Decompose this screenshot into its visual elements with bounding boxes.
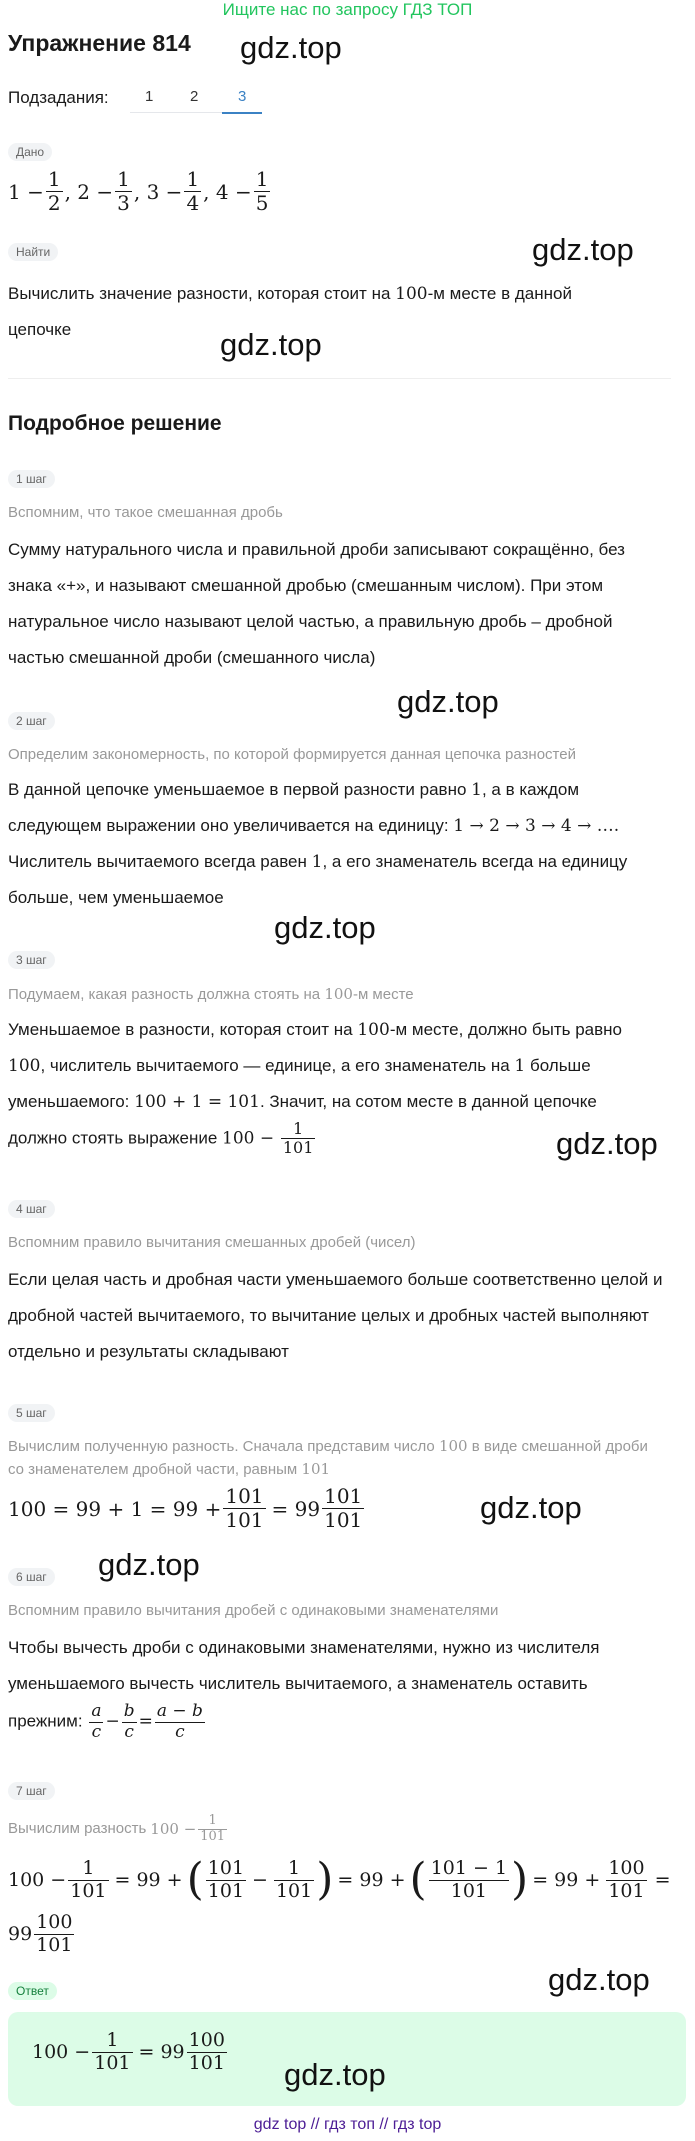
watermark: gdz.top xyxy=(240,30,342,65)
divider xyxy=(8,378,671,379)
watermark: gdz.top xyxy=(480,1490,582,1525)
fraction: $\frac{a - b}{c}$ xyxy=(156,1701,203,1742)
subtasks-label: Подзадания: xyxy=(8,88,109,107)
fraction: $\frac{1}{3}$ xyxy=(117,167,130,215)
step-1-text: Сумму натурального числа и правильной дроби записывают сокращённо, без знака «+», и называют смешанной дробью (смешанным числом). При этом натуральное число называют целой частью, а правильную дробь – дробной частью смешанной дроби (смешанного числа) xyxy=(8,540,625,667)
page-title: Упражнение 814 xyxy=(8,30,191,56)
step-3-badge: 3 шаг xyxy=(8,951,55,969)
given-expression: 1 − $\frac{1}{2}$ , 2 − $\frac{1}{3}$ , 3 − $\frac{1}{4}$ , 4 − $\frac{1}{5}$ xyxy=(8,167,269,215)
top-note: Ищите нас по запросу ГДЗ ТОП xyxy=(222,0,473,19)
fraction: $\frac{1}{101}$ xyxy=(200,1813,226,1844)
tab-2[interactable]: 2 xyxy=(190,88,199,105)
fraction: $\frac{1}{101}$ xyxy=(282,1119,314,1158)
step-4-text: Если целая часть и дробная части уменьшаемого больше соответственно целой и дробной частей вычитаемого, то вычитание целых и дробных частей выполняют отдельно и результаты складывают xyxy=(8,1270,663,1361)
fraction: $\frac{1}{5}$ xyxy=(255,167,269,215)
footer-links[interactable]: gdz top // гдз топ // гдз top xyxy=(253,2116,442,2133)
step-6-badge: 6 шаг xyxy=(8,1568,55,1586)
fraction: $\frac{100}{101}$ xyxy=(36,1911,73,1956)
fraction: $\frac{1}{4}$ xyxy=(186,167,200,215)
step-5-badge: 5 шаг xyxy=(8,1404,55,1422)
fraction: $\frac{100}{101}$ xyxy=(188,2029,225,2074)
step-6-text: Чтобы вычесть дроби с одинаковыми знаменателями, нужно из числителя уменьшаемого вычесть числитель вычитаемого, а знаменатель оставить прежним: $\frac{a}{c}$ − $\frac{b}{c}$ = $\frac{a - b}{c}$ xyxy=(8,1638,600,1742)
fraction: $\frac{101 - 1}{101}$ xyxy=(430,1857,508,1902)
watermark: gdz.top xyxy=(274,910,376,945)
solution-title: Подробное решение xyxy=(8,412,222,435)
answer-badge: Ответ xyxy=(8,1982,57,2000)
active-tab-indicator xyxy=(222,112,262,114)
find-badge: Найти xyxy=(8,243,58,261)
step-1-badge: 1 шаг xyxy=(8,470,55,488)
step-2-badge: 2 шаг xyxy=(8,712,55,730)
given-badge: Дано xyxy=(8,143,52,161)
step-7-badge: 7 шаг xyxy=(8,1782,55,1800)
step-5-equation: 100 = 99 + 1 = 99 + $\frac{101}{101}$ = 99 $\frac{101}{101}$ xyxy=(8,1484,363,1532)
step-3-text: Уменьшаемое в разности, которая стоит на 100-м месте, должно быть равно 100, числитель вычитаемого — единице, а его знаменатель на 1 больше уменьшаемого: 100 + 1 = 101. Значит, на сотом месте в данной цепочке должно стоять выражение 100 − $\frac{1}{101}$ xyxy=(8,1020,622,1158)
fraction: $\frac{1}{101}$ xyxy=(70,1857,107,1902)
step-2-text: В данной цепочке уменьшаемое в первой разности равно 1, а в каждом следующем выражении оно увеличивается на единицу: 1 → 2 → 3 → 4 → …. Числитель вычитаемого всегда равен 1, а его знаменатель всегда на единицу больше, чем уменьшаемое xyxy=(8,780,628,907)
step-6-hint: Вспомним правило вычитания дробей с одинаковыми знаменателями xyxy=(8,1602,499,1619)
step-4-hint: Вспомним правило вычитания смешанных дробей (чисел) xyxy=(8,1234,416,1251)
step-4-badge: 4 шаг xyxy=(8,1200,55,1218)
fraction: $\frac{100}{101}$ xyxy=(608,1857,645,1902)
fraction: $\frac{b}{c}$ xyxy=(123,1701,135,1742)
answer-expression: 100 − $\frac{1}{101}$ = 99 $\frac{100}{101}$ xyxy=(32,2029,225,2074)
fraction: $\frac{1}{101}$ xyxy=(275,1857,313,1902)
fraction: $\frac{a}{c}$ xyxy=(91,1701,102,1742)
watermark: gdz.top xyxy=(284,2057,386,2092)
watermark: gdz.top xyxy=(397,684,499,719)
watermark: gdz.top xyxy=(548,1962,650,1997)
watermark: gdz.top xyxy=(532,232,634,267)
step-2-hint: Определим закономерность, по которой формируется данная цепочка разностей xyxy=(8,746,576,763)
fraction: $\frac{101}{101}$ xyxy=(225,1484,264,1532)
watermark: gdz.top xyxy=(556,1126,658,1161)
step-7-result: 99 $\frac{100}{101}$ xyxy=(8,1911,73,1956)
fraction: $\frac{1}{101}$ xyxy=(94,2029,131,2074)
step-3-hint: Подумаем, какая разность должна стоять на 100-м месте xyxy=(8,985,414,1003)
step-7-hint: Вычислим разность 100 − $\frac{1}{101}$ xyxy=(8,1813,226,1844)
tab-3[interactable]: 3 xyxy=(238,88,247,105)
fraction: $\frac{101}{101}$ xyxy=(324,1484,363,1532)
step-7-equation: 100 − $\frac{1}{101}$ = 99 + ( $\frac{101}{101}$ − $\frac{1}{101}$ ) = 99 + ( $\frac{101 - 1}{101}$ ) = 99 + $\frac{100}{101}$ = xyxy=(8,1854,671,1906)
step-5-hint: Вычислим полученную разность. Сначала представим число 100 в виде смешанной дроби со знаменателем дробной части, равным 101 xyxy=(8,1437,648,1478)
fraction: $\frac{101}{101}$ xyxy=(207,1857,245,1902)
find-text: Вычислить значение разности, которая стоит на 100-м месте в данной цепочке xyxy=(8,284,572,339)
watermark: gdz.top xyxy=(220,327,322,362)
fraction: $\frac{1}{2}$ xyxy=(47,167,61,215)
watermark: gdz.top xyxy=(98,1547,200,1582)
step-1-hint: Вспомним, что такое смешанная дробь xyxy=(8,504,283,521)
tab-1[interactable]: 1 xyxy=(145,88,154,105)
